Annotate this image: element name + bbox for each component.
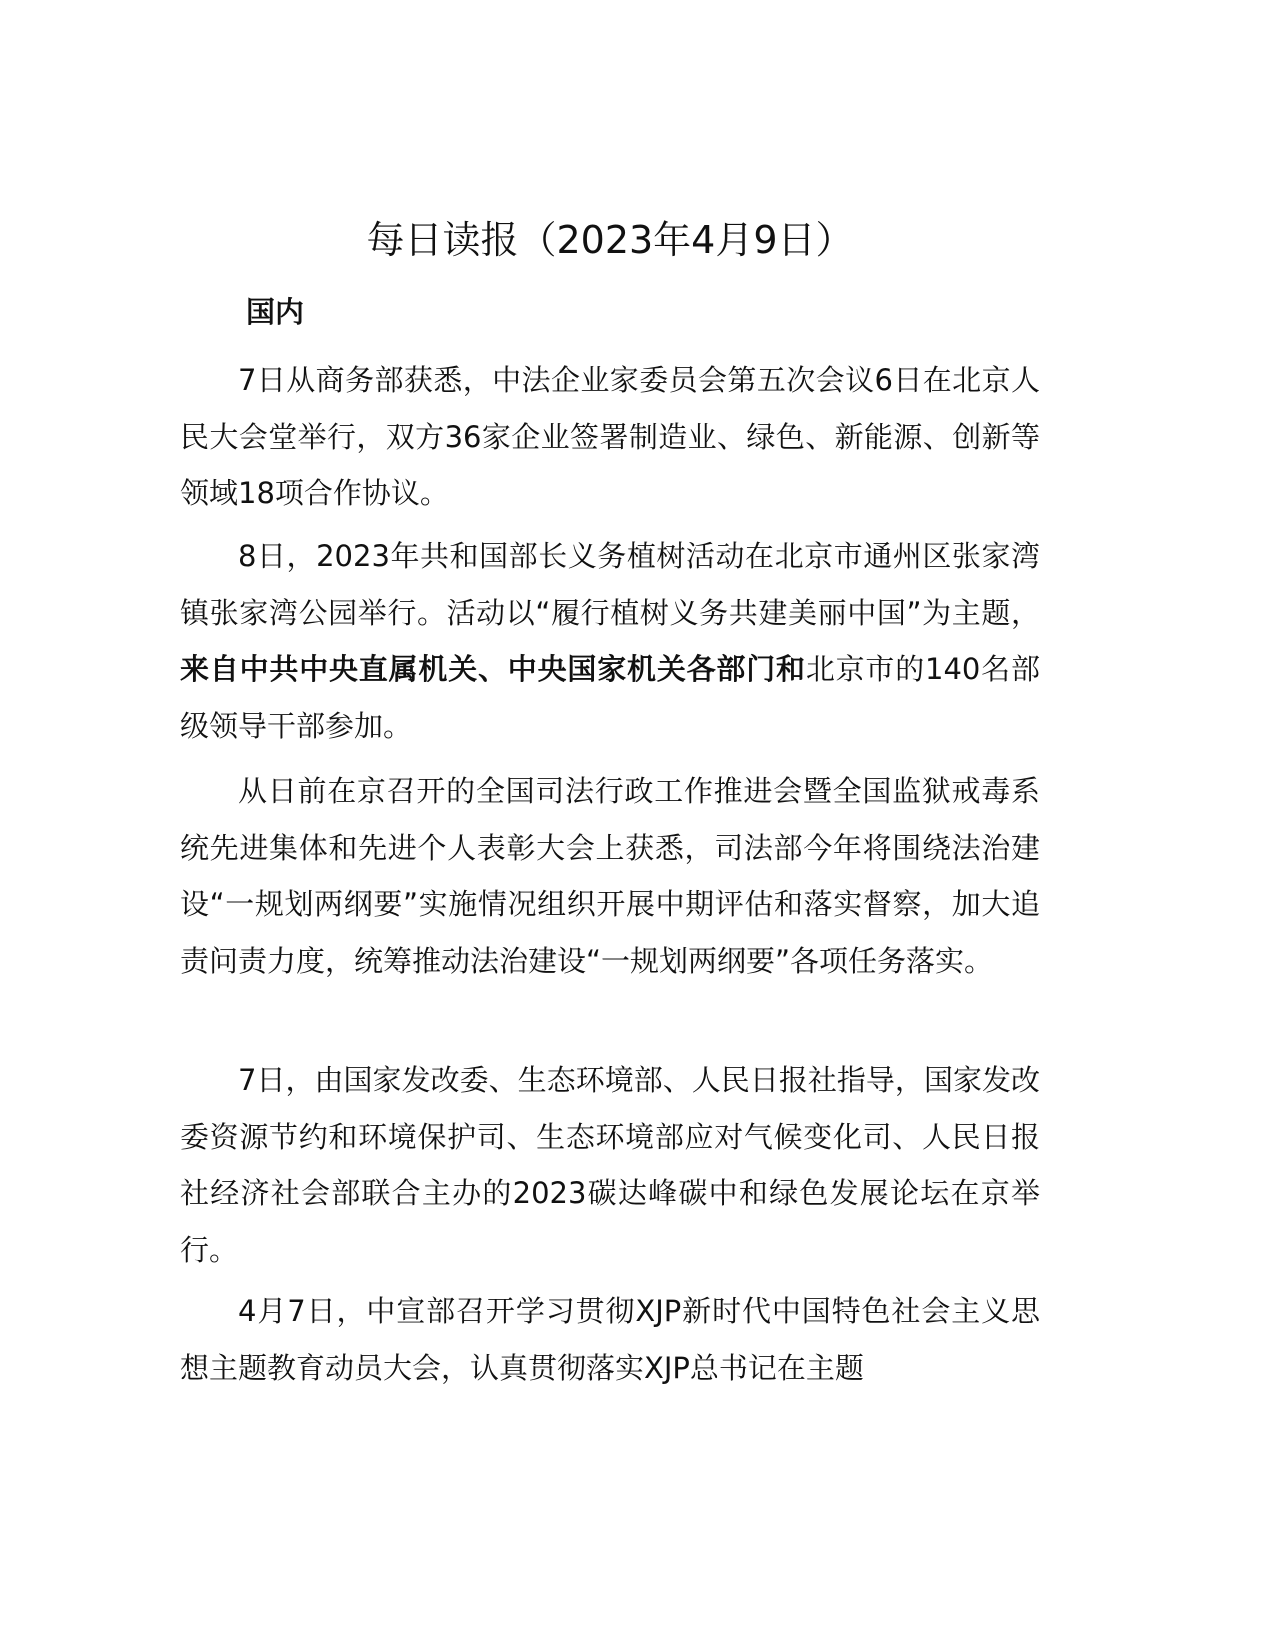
section-heading-domestic: 国内 — [246, 295, 305, 329]
news-paragraph: 4月7日，中宣部召开学习贯彻XJP新时代中国特色社会主义思想主题教育动员大会，认真贯彻落实XJP总书记在主题 — [180, 1294, 1040, 1385]
document-title: 每日读报（2023年4月9日） — [366, 218, 854, 262]
news-paragraph: 7日从商务部获悉，中法企业家委员会第五次会议6日在北京人民大会堂举行，双方36家企业签署制造业、绿色、新能源、创新等领域18项合作协议。 — [180, 363, 1040, 510]
paragraph-text: 8日，2023年共和国部长义务植树活动在北京市通州区张家湾镇张家湾公园举行。活动以“履行植树义务共建美丽中国”为主题， — [180, 539, 1040, 630]
news-paragraph: 7日，由国家发改委、生态环境部、人民日报社指导，国家发改委资源节约和环境保护司、生态环境部应对气候变化司、人民日报社经济社会部联合主办的2023碳达峰碳中和绿色发展论坛在京举行。 — [180, 1063, 1040, 1267]
news-paragraph — [180, 528, 1040, 754]
news-paragraph: 从日前在京召开的全国司法行政工作推进会暨全国监狱戒毒系统先进集体和先进个人表彰大会上获悉，司法部今年将围绕法治建设“一规划两纲要”实施情况组织开展中期评估和落实督察，加大追责问责力度，统筹推动法治建设“一规划两纲要”各项任务落实。 — [180, 774, 1040, 978]
paragraph-text: 北京市的140名部级领导干部参加。 — [180, 652, 1040, 743]
paragraph-bold-text: 来自中共中央直属机关、中央国家机关各部门和 — [180, 652, 806, 686]
